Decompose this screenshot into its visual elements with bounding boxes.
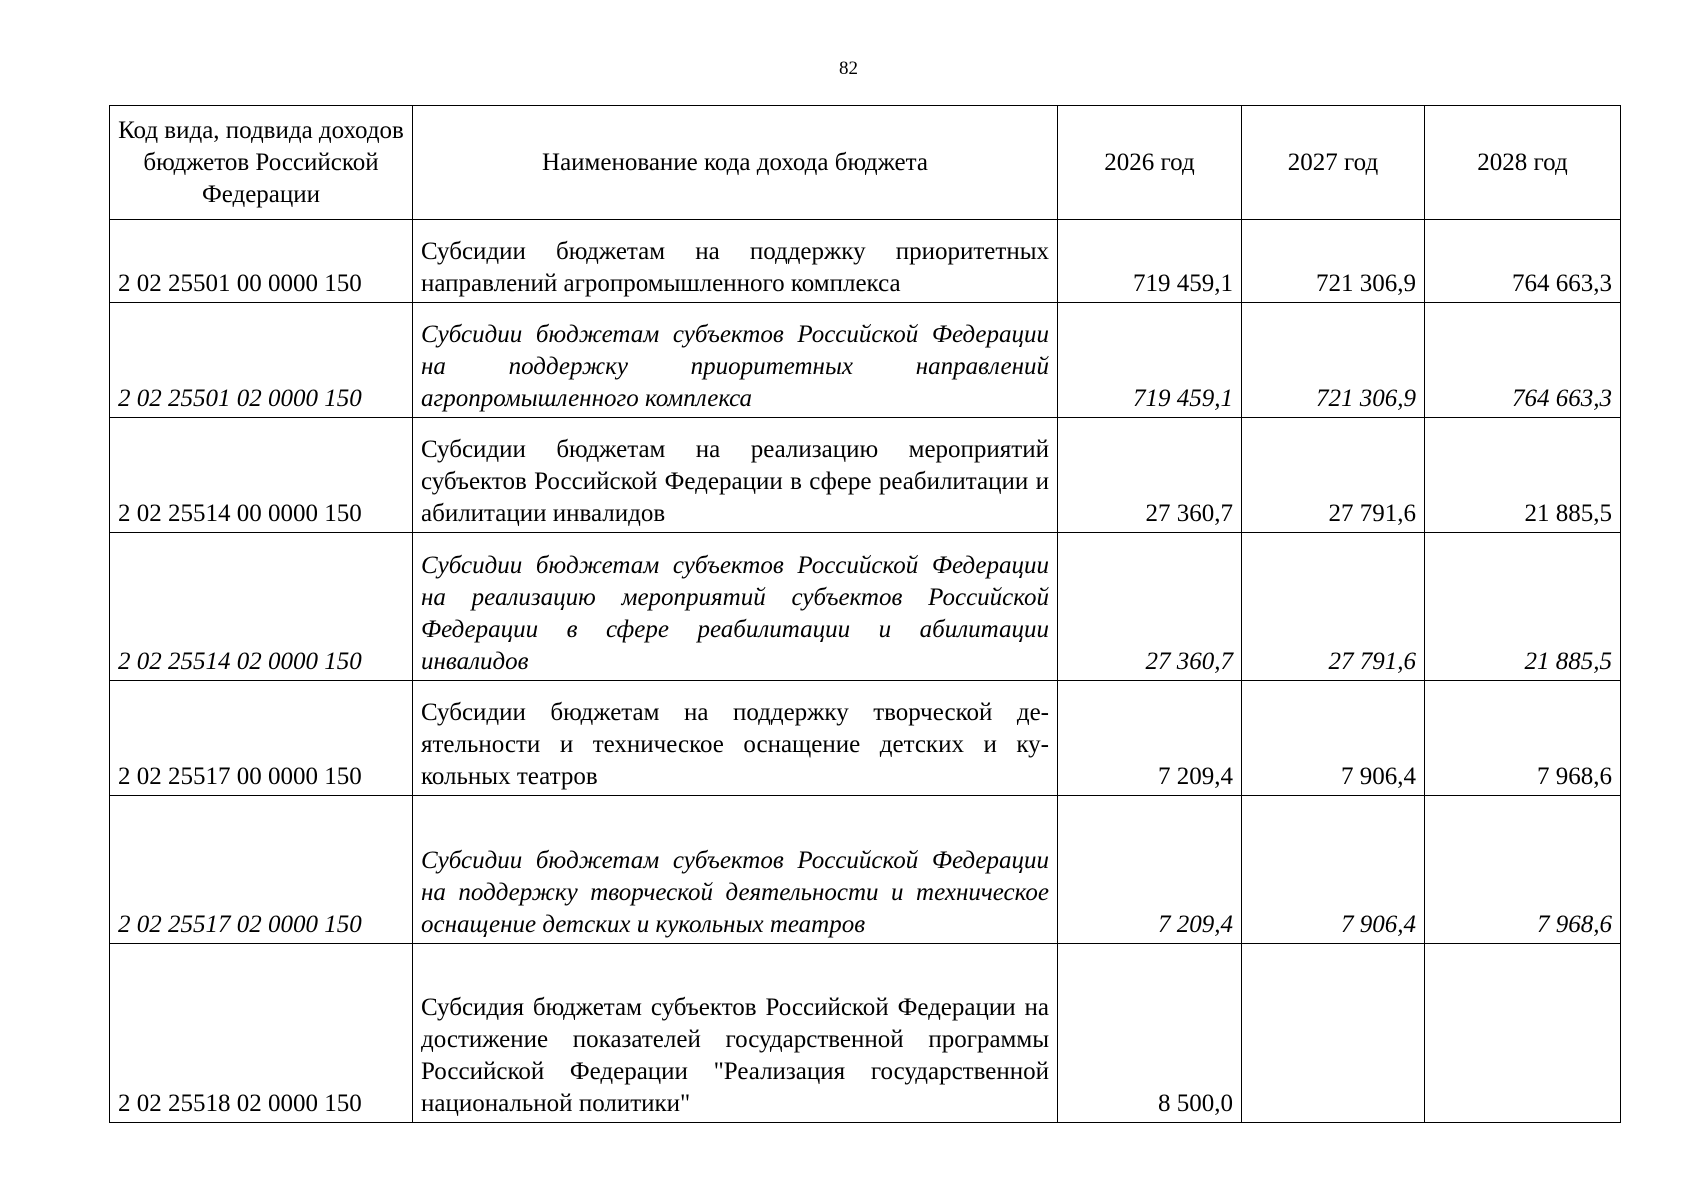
row-value-2028: 764 663,3 (1425, 303, 1621, 418)
table-row (110, 220, 1621, 303)
page-number: 82 (839, 58, 858, 79)
row-name: Субсидии бюджетам субъектов Российской Федерации на реализацию мероприятий субъектов Российской Федерации в сфере реабилитации и абилитации инвалидов (413, 533, 1058, 681)
row-code: 2 02 25514 02 0000 150 (110, 533, 413, 681)
row-code: 2 02 25514 00 0000 150 (110, 418, 413, 533)
row-name: Субсидии бюджетам субъектов Российской Федерации на поддержку приоритетных направлений агропромышленного комплекса (413, 303, 1058, 418)
row-code: 2 02 25501 02 0000 150 (110, 303, 413, 418)
row-value-2027: 27 791,6 (1242, 533, 1425, 681)
row-value-2026: 719 459,1 (1058, 220, 1242, 303)
row-value-2028 (1425, 944, 1621, 1123)
row-value-2027: 27 791,6 (1242, 418, 1425, 533)
budget-income-table (109, 105, 1621, 1123)
row-value-2026: 8 500,0 (1058, 944, 1242, 1123)
row-value-2026: 27 360,7 (1058, 418, 1242, 533)
row-value-2027 (1242, 944, 1425, 1123)
table-row (110, 681, 1621, 796)
row-value-2026: 7 209,4 (1058, 796, 1242, 944)
table-row (110, 303, 1621, 418)
row-value-2026: 27 360,7 (1058, 533, 1242, 681)
row-value-2028: 21 885,5 (1425, 533, 1621, 681)
table-row (110, 533, 1621, 681)
row-value-2027: 7 906,4 (1242, 796, 1425, 944)
row-value-2027: 721 306,9 (1242, 220, 1425, 303)
header-2027: 2027 год (1242, 106, 1425, 220)
row-code: 2 02 25517 02 0000 150 (110, 796, 413, 944)
row-name: Субсидии бюджетам на реализацию мероприятий субъектов Российской Федерации в сфере реабилитации и абилитации инвалидов (413, 418, 1058, 533)
row-value-2028: 7 968,6 (1425, 796, 1621, 944)
row-name: Субсидии бюджетам субъектов Российской Федерации на поддержку творческой деятельности и техническое оснащение детских и кукольных театров (413, 796, 1058, 944)
row-value-2026: 7 209,4 (1058, 681, 1242, 796)
row-value-2028: 7 968,6 (1425, 681, 1621, 796)
table-header-row (110, 106, 1621, 220)
table-row (110, 796, 1621, 944)
header-code: Код вида, подвида доходов бюджетов Российской Федерации (110, 106, 413, 220)
row-value-2027: 7 906,4 (1242, 681, 1425, 796)
header-2028: 2028 год (1425, 106, 1621, 220)
header-2026: 2026 год (1058, 106, 1242, 220)
row-value-2027: 721 306,9 (1242, 303, 1425, 418)
table-row (110, 944, 1621, 1123)
row-value-2026: 719 459,1 (1058, 303, 1242, 418)
header-name: Наименование кода дохода бюджета (413, 106, 1058, 220)
row-name: Субсидии бюджетам на поддержку творческой деятельности и техническое оснащение детских и кукольных театров (413, 681, 1058, 796)
row-value-2028: 21 885,5 (1425, 418, 1621, 533)
row-code: 2 02 25518 02 0000 150 (110, 944, 413, 1123)
table-row (110, 418, 1621, 533)
row-name: Субсидия бюджетам субъектов Российской Федерации на достижение показателей государственной программы Российской Федерации "Реализация государственной национальной политики" (413, 944, 1058, 1123)
row-value-2028: 764 663,3 (1425, 220, 1621, 303)
row-code: 2 02 25517 00 0000 150 (110, 681, 413, 796)
row-code: 2 02 25501 00 0000 150 (110, 220, 413, 303)
row-name: Субсидии бюджетам на поддержку приоритетных направлений агропромышленного комплекса (413, 220, 1058, 303)
